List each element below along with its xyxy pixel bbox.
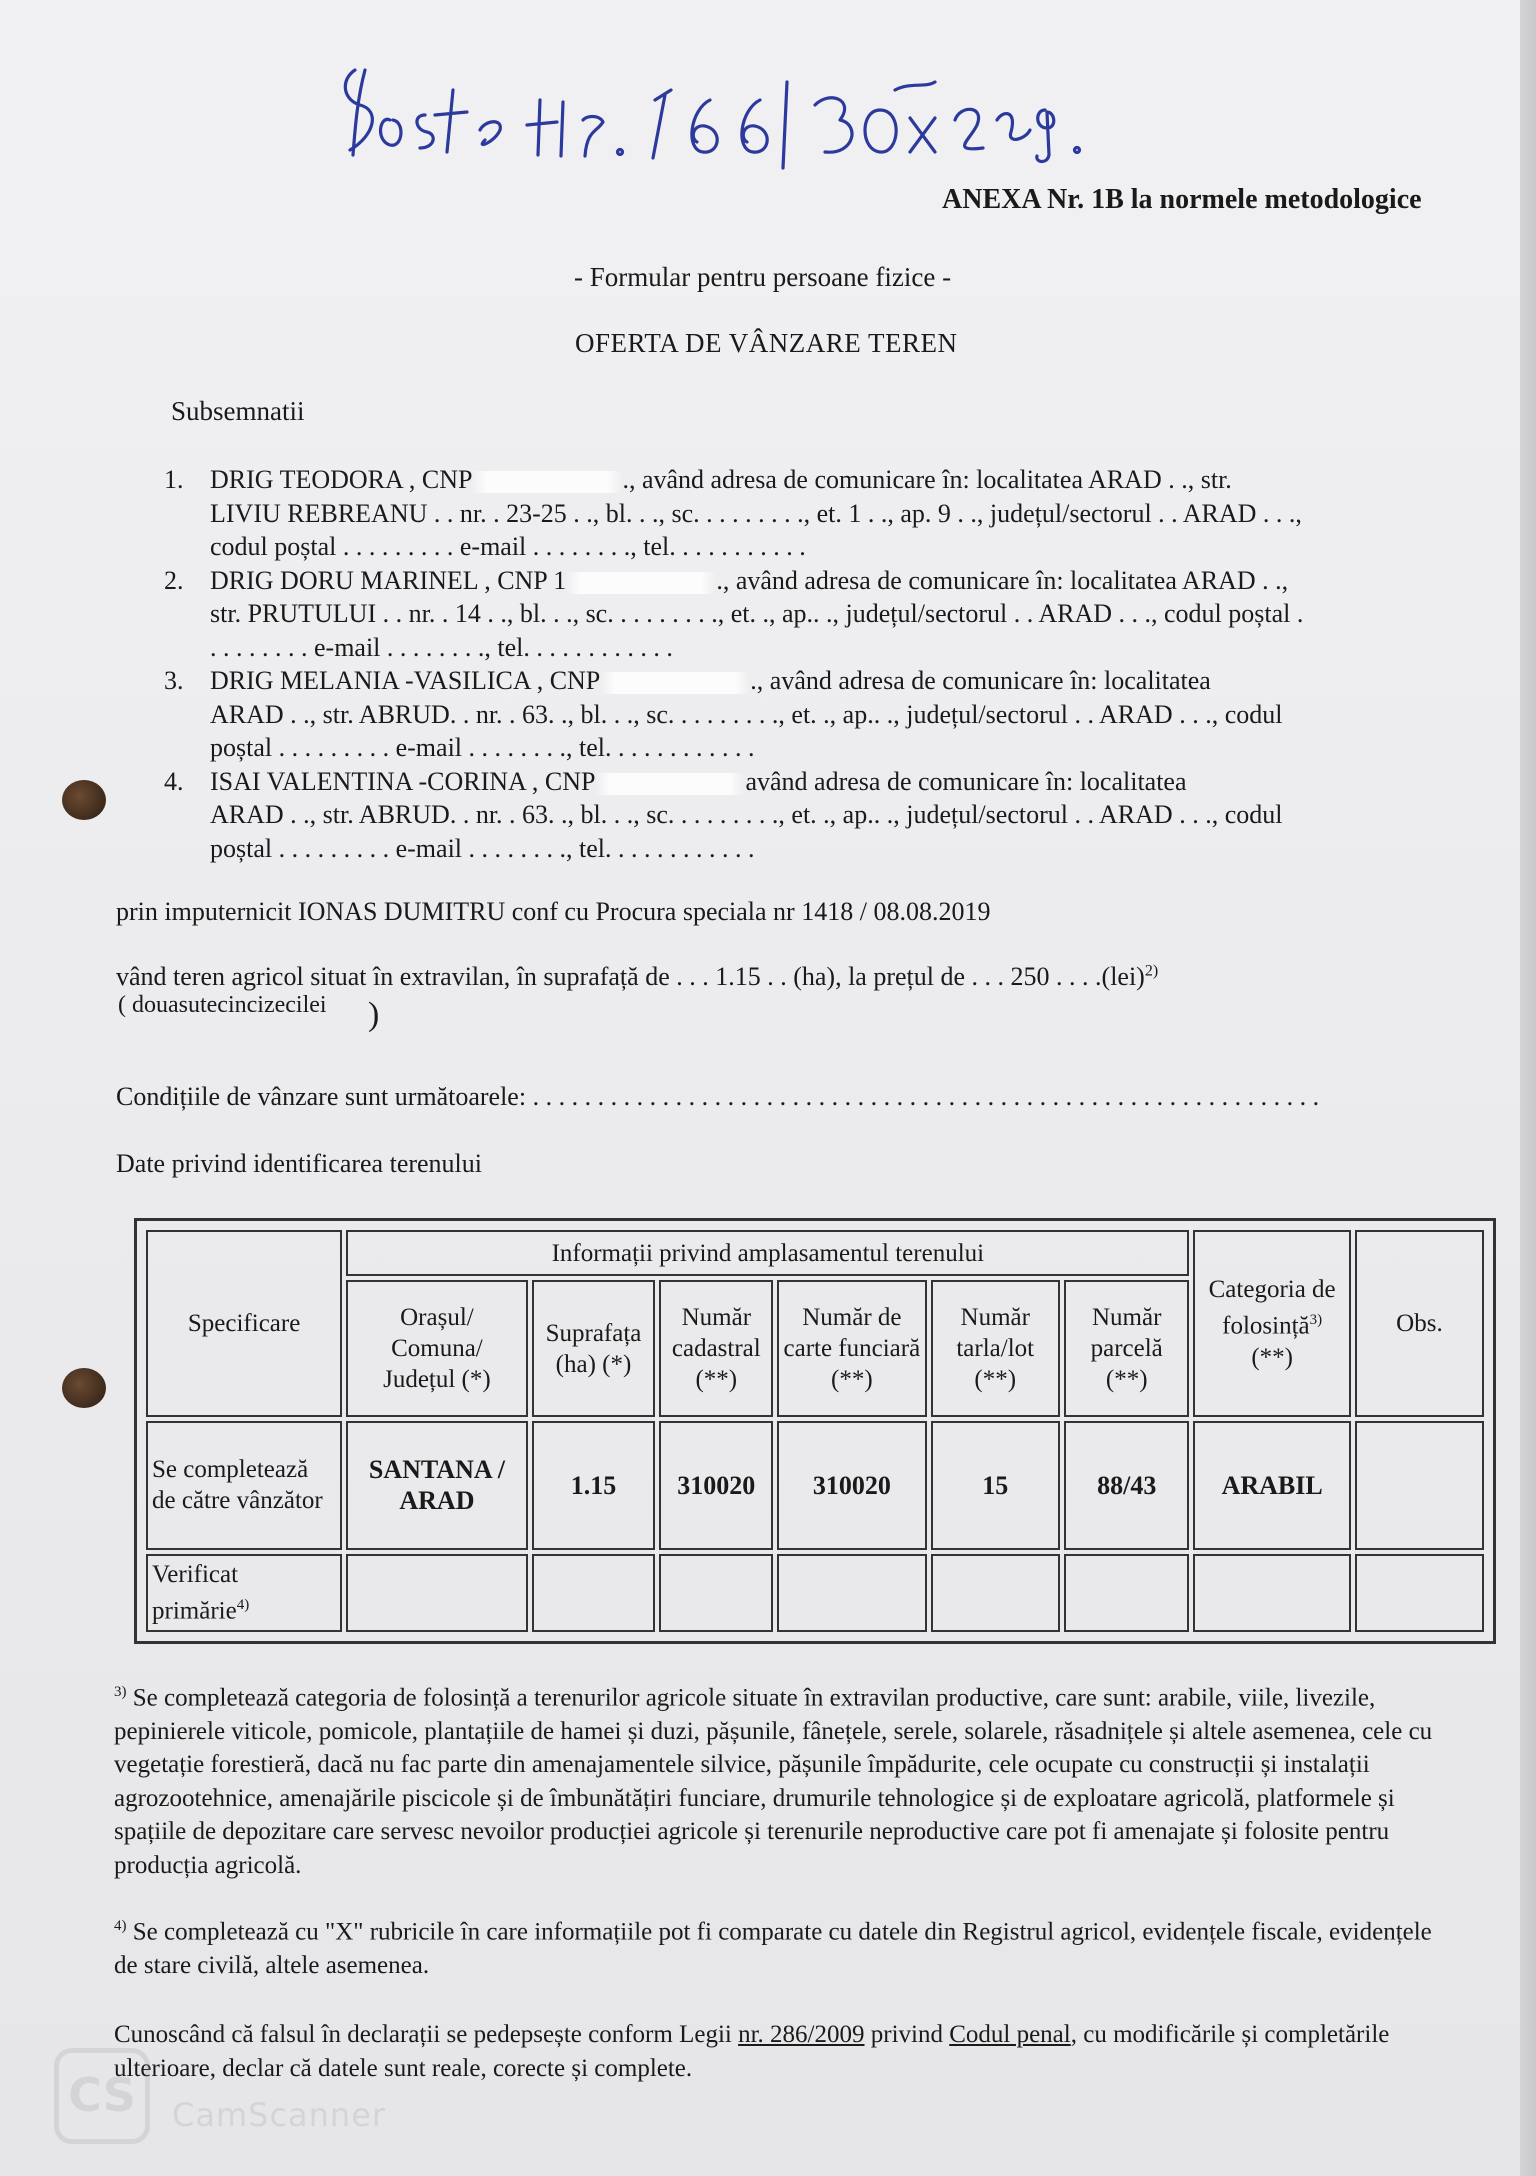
header-carte-funciara: Număr de carte funciară (**) xyxy=(777,1280,926,1417)
footnote-mark: 3) xyxy=(1309,1312,1323,1329)
camscanner-watermark: CamScanner xyxy=(172,2096,387,2134)
person-address: LIVIU REBREANU . . nr. . 23-25 . ., bl. . ., sc. . . . . . . . ., et. 1 . ., ap. 9 . ., județul/sectorul . . ARAD . . ., xyxy=(210,498,1302,528)
closing-parenthesis: ) xyxy=(368,996,380,1033)
person-number: 3. xyxy=(164,666,184,695)
header-suprafata: Suprafața (ha) (*) xyxy=(532,1280,656,1417)
header-nr-cadastral: Număr cadastral (**) xyxy=(659,1280,773,1417)
footnote-4 xyxy=(114,1910,1454,1982)
row-verified-label xyxy=(146,1554,342,1632)
document-title: OFERTA DE VÂNZARE TEREN xyxy=(575,328,958,358)
page-edge xyxy=(1520,0,1536,2176)
person-address: ARAD . ., str. ABRUD. . nr. . 63. ., bl. . ., sc. . . . . . . . ., et. ., ap.. ., județul/sectorul . . ARAD . . ., codul xyxy=(210,800,1283,829)
person-name-cnp: DRIG TEODORA , CNP xyxy=(210,465,473,494)
cell-empty xyxy=(659,1554,773,1632)
person-name-cnp: ISAI VALENTINA -CORINA , CNP xyxy=(210,766,596,796)
person-entry xyxy=(160,664,1450,765)
cell-empty xyxy=(1064,1554,1189,1632)
redacted-cnp xyxy=(600,672,750,694)
handwritten-registration-note xyxy=(335,60,1105,170)
cell-empty xyxy=(346,1554,527,1632)
penal-code-link[interactable]: Codul penal xyxy=(949,2021,1071,2048)
intro-label: Subsemnatii xyxy=(171,396,305,426)
cell-empty xyxy=(1193,1554,1350,1632)
footnote-4-text: Se completează cu "X" rubricile în care informațiile pot fi comparate cu datele din Registrul agricol, evidențele fiscale, evidențele de stare civilă, altele asemenea. xyxy=(114,1918,1432,1979)
punch-hole xyxy=(62,1368,106,1408)
land-identification-table xyxy=(134,1218,1496,1644)
person-name-cnp: DRIG MELANIA -VASILICA , CNP xyxy=(210,666,601,695)
footnote-3 xyxy=(114,1676,1454,1882)
sale-statement xyxy=(116,962,1158,992)
person-contact: poștal . . . . . . . . . e-mail . . . . . . . ., tel. . . . . . . . . . . . xyxy=(210,733,755,762)
person-name-cnp: DRIG DORU MARINEL , CNP 1 xyxy=(210,565,567,595)
law-link[interactable]: nr. 286/2009 xyxy=(738,2021,865,2048)
cell-parcela: 88/43 xyxy=(1064,1421,1189,1550)
annex-heading: ANEXA Nr. 1B la normele metodologice xyxy=(942,184,1422,215)
person-number: 2. xyxy=(164,565,184,595)
row-seller-label: Se completează de către vânzător xyxy=(146,1421,342,1550)
cell-empty xyxy=(777,1554,926,1632)
header-categoria-label: Categoria de folosință xyxy=(1208,1276,1336,1340)
person-contact: . . . . . . . . e-mail . . . . . . . ., tel. . . . . . . . . . . . xyxy=(210,632,673,662)
header-specificare: Specificare xyxy=(146,1230,342,1417)
person-address: str. PRUTULUI . . nr. . 14 . ., bl. . ., sc. . . . . . . . ., et. ., ap.. ., județul/sectorul . . ARAD . . ., codul poștal . xyxy=(210,599,1304,628)
declaration-part1: Cunoscând că falsul în declarații se pedepsește conform Legii xyxy=(114,2021,739,2048)
form-type-subtitle: - Formular pentru persoane fizice - xyxy=(574,262,952,292)
cell-nr-cadastral: 310020 xyxy=(659,1421,773,1550)
footnote-mark: 4) xyxy=(114,1918,127,1934)
cell-obs xyxy=(1355,1421,1484,1550)
declaration-part2: privind xyxy=(864,2021,950,2048)
header-tarla-lot: Număr tarla/lot (**) xyxy=(931,1280,1060,1417)
cell-carte-funciara: 310020 xyxy=(777,1421,926,1550)
sale-text: vând teren agricol situat în extravilan, în suprafață de . . . 1.15 . . (ha), la prețul de . . . 250 . . . .(lei) xyxy=(116,962,1145,991)
person-entry xyxy=(160,564,1450,665)
person-address-start: ., având adresa de comunicare în: localitatea ARAD . ., str. xyxy=(622,465,1232,494)
camscanner-logo-icon: CS xyxy=(54,2048,150,2144)
footnote-3-text: Se completează categoria de folosință a terenurilor agricole situate în extravilan productive, care sunt: arabile, viile, livezile, pepinierele viticole, pomicole, plantațiile de hamei și duzi, pășunile, fânețele, serele, solarele, răsadnițele și altele asemenea, cele cu vegetație forestieră, dacă nu fac parte din amenajamentele silvice, pășunile împădurite, cele ocupate cu construcții și instalații agrozootehnice, amenajările piscicole și de îmbunătățiri funciare, drumurile tehnologice și de exploatare agricolă, platformele și spațiile de depozitare care servesc nevoilor producției agricole și terenurile neproductive care pot fi amenajate și folosite pentru producția agricolă. xyxy=(114,1684,1433,1879)
cell-empty xyxy=(532,1554,656,1632)
land-identification-heading: Date privind identificarea terenului xyxy=(116,1149,483,1178)
person-address: ARAD . ., str. ABRUD. . nr. . 63. ., bl. . ., sc. . . . . . . . ., et. ., ap.. ., județul/sectorul . . ARAD . . ., codul xyxy=(210,699,1283,729)
person-number: 1. xyxy=(164,465,184,494)
cell-suprafata: 1.15 xyxy=(532,1421,656,1550)
cell-empty xyxy=(1355,1554,1484,1632)
sale-conditions: Condițiile de vânzare sunt următoarele: . . . . . . . . . . . . . . . . . . . . . . . . . . . . . . . . . . . . . . . . . . . . . . . . . . . . . . . . . . . . . xyxy=(116,1082,1320,1111)
declaration-part3: , cu modificările și completările ulterioare, declar că datele sunt reale, corecte și complete. xyxy=(114,2021,1390,2082)
person-address-start: ., având adresa de comunicare în: localitatea ARAD . ., xyxy=(716,565,1289,595)
header-location-group: Informații privind amplasamentul terenului xyxy=(346,1230,1189,1276)
person-number: 4. xyxy=(164,766,184,796)
person-address-start: ., având adresa de comunicare în: localitatea xyxy=(750,666,1211,695)
person-contact: poștal . . . . . . . . . e-mail . . . . . . . ., tel. . . . . . . . . . . . xyxy=(210,833,755,863)
header-parcela: Număr parcelă (**) xyxy=(1064,1280,1189,1417)
declaration xyxy=(114,2018,1474,2085)
footnote-mark: 2) xyxy=(1144,962,1159,980)
proxy-statement: prin imputernicit IONAS DUMITRU conf cu Procura speciala nr 1418 / 08.08.2019 xyxy=(116,897,991,926)
header-oras: Orașul/ Comuna/ Județul (*) xyxy=(346,1280,527,1417)
person-address-start: având adresa de comunicare în: localitatea xyxy=(745,766,1187,796)
punch-hole xyxy=(62,780,106,820)
redacted-cnp xyxy=(595,773,745,795)
person-contact: codul poștal . . . . . . . . . e-mail . . . . . . . ., tel. . . . . . . . . . . xyxy=(210,532,806,561)
cell-oras: SANTANA / ARAD xyxy=(346,1421,527,1550)
cell-empty xyxy=(931,1554,1060,1632)
redacted-cnp xyxy=(566,572,716,594)
header-categoria-suffix: (**) xyxy=(1251,1343,1293,1371)
footnote-mark: 3) xyxy=(114,1684,127,1700)
cell-categoria: ARABIL xyxy=(1193,1421,1350,1550)
persons-list xyxy=(160,463,1450,865)
row-verified-text: Verificat primărie xyxy=(152,1561,239,1625)
cell-tarla-lot: 15 xyxy=(931,1421,1060,1550)
footnote-mark: 4) xyxy=(236,1597,250,1614)
header-obs: Obs. xyxy=(1355,1230,1484,1417)
person-entry xyxy=(160,765,1450,866)
redacted-cnp xyxy=(472,471,622,493)
person-entry xyxy=(160,463,1450,564)
header-categoria xyxy=(1193,1230,1350,1417)
price-in-words: ( douasutecincizecilei xyxy=(118,992,327,1018)
